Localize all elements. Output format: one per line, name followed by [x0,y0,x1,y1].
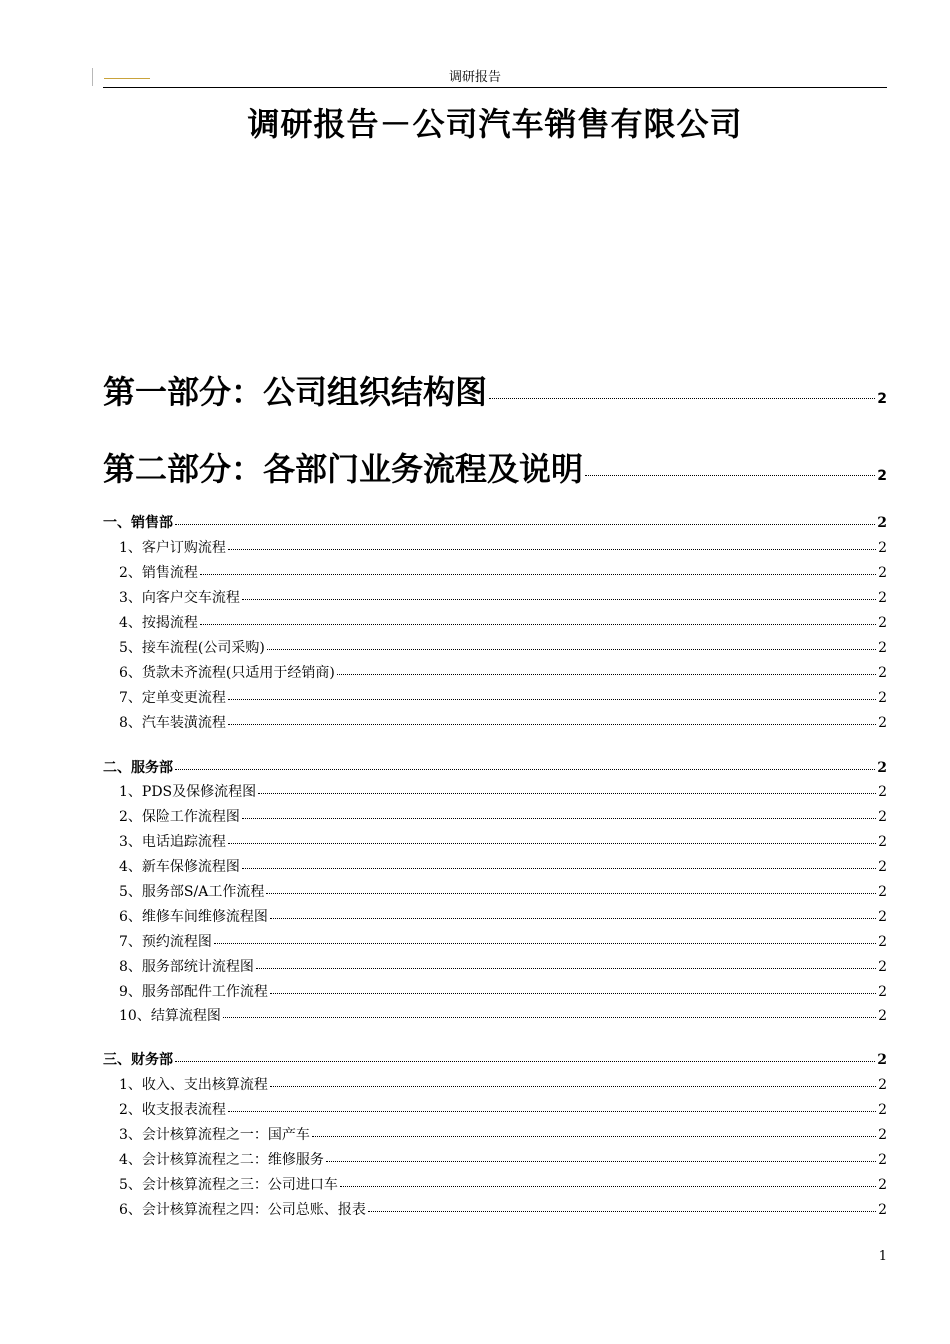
toc-entry-page: 2 [878,615,887,631]
toc-entry-page: 2 [878,715,887,731]
toc-entry[interactable] [119,908,887,926]
toc-entry-label: 4、会计核算流程之二：维修服务 [119,1152,324,1168]
toc-leader-dots [270,1086,876,1087]
toc-entry-page: 2 [878,1202,887,1218]
toc-entry[interactable] [119,1076,887,1094]
toc-leader-dots [258,793,876,794]
toc-entry[interactable] [119,1101,887,1119]
toc-entry-page: 2 [877,468,887,484]
toc-entry-label: 5、接车流程(公司采购) [119,640,265,656]
toc-entry-page: 2 [878,640,887,656]
toc-entry-page: 2 [878,784,887,800]
toc-entry[interactable] [119,958,887,976]
toc-leader-dots [228,549,876,550]
toc-leader-dots [223,1017,876,1018]
toc-leader-dots [200,574,876,575]
toc-leader-dots [337,674,876,675]
toc-entry-page: 2 [878,959,887,975]
toc-entry-page: 2 [878,690,887,706]
toc-entry-label: 2、保险工作流程图 [119,809,240,825]
toc-leader-dots [242,868,876,869]
toc-entry-page: 2 [878,1008,887,1024]
page-number: 1 [878,1249,887,1264]
toc-leader-dots [228,699,876,700]
toc-entry-page: 2 [878,834,887,850]
toc-leader-dots [266,893,876,894]
toc-entry-page: 2 [878,540,887,556]
toc-entry-label: 第二部分：各部门业务流程及说明 [103,450,584,488]
toc-leader-dots [368,1211,876,1212]
toc-leader-dots [489,398,875,399]
toc-entry-label: 4、按揭流程 [119,615,198,631]
toc-entry-label: 1、PDS及保修流程图 [119,784,257,800]
toc-entry-page: 2 [878,1127,887,1143]
toc-entry-label: 10、结算流程图 [119,1008,221,1024]
toc-entry[interactable] [119,1151,887,1169]
toc-leader-dots [270,918,876,919]
toc-entry[interactable] [119,539,887,557]
toc-entry-label: 7、定单变更流程 [119,690,226,706]
toc-leader-dots [175,524,875,525]
toc-entry-page: 2 [878,1152,887,1168]
toc-entry[interactable] [119,714,887,732]
toc-entry[interactable] [119,689,887,707]
toc-entry[interactable] [119,883,887,901]
toc-entry[interactable] [119,933,887,951]
toc-entry-part-1[interactable] [103,372,887,419]
toc-entry-label: 3、会计核算流程之一：国产车 [119,1127,310,1143]
toc-entry-label: 3、向客户交车流程 [119,590,240,606]
toc-entry-label: 1、客户订购流程 [119,540,226,556]
toc-leader-dots [256,968,876,969]
toc-entry-label: 三、财务部 [103,1052,173,1068]
toc-leader-dots [270,993,876,994]
toc-entry[interactable] [119,564,887,582]
toc-leader-dots [228,843,876,844]
toc-entry[interactable] [119,614,887,632]
toc-entry-page: 2 [878,984,887,1000]
toc-entry[interactable] [119,858,887,876]
toc-entry-label: 4、新车保修流程图 [119,859,240,875]
toc-entry-label: 9、服务部配件工作流程 [119,984,268,1000]
toc-leader-dots [326,1161,876,1162]
toc-leader-dots [214,943,876,944]
toc-entry-label: 1、收入、支出核算流程 [119,1077,268,1093]
toc-entry[interactable] [119,1176,887,1194]
toc-entry-page: 2 [878,665,887,681]
toc-entry-finance-dept[interactable] [103,1051,887,1069]
toc-entry-label: 2、销售流程 [119,565,198,581]
toc-entry-page: 2 [878,1077,887,1093]
toc-entry-sales-dept[interactable] [103,514,887,532]
toc-entry-label: 5、会计核算流程之三：公司进口车 [119,1177,338,1193]
toc-entry-page: 2 [878,809,887,825]
toc-entry-page: 2 [878,590,887,606]
toc-entry-page: 2 [878,859,887,875]
header-rule [103,87,887,88]
toc-entry-page: 2 [878,909,887,925]
toc-entry-label: 2、收支报表流程 [119,1102,226,1118]
toc-leader-dots [340,1186,876,1187]
toc-leader-dots [228,724,876,725]
toc-entry-label: 二、服务部 [103,760,173,776]
toc-leader-dots [242,599,876,600]
toc-entry[interactable] [119,833,887,851]
toc-leader-dots [200,624,876,625]
toc-entry-label: 一、销售部 [103,515,173,531]
toc-entry-label: 6、会计核算流程之四：公司总账、报表 [119,1202,366,1218]
toc-entry[interactable] [119,983,887,1001]
toc-entry-service-dept[interactable] [103,759,887,777]
toc-entry-page: 2 [878,884,887,900]
toc-entry[interactable] [119,1126,887,1144]
toc-entry[interactable] [119,664,887,682]
toc-entry[interactable] [119,1201,887,1219]
toc-leader-dots [312,1136,876,1137]
document-title: 调研报告－公司汽车销售有限公司 [247,105,743,143]
toc-entry-page: 2 [877,391,887,407]
toc-entry-label: 6、维修车间维修流程图 [119,909,268,925]
toc-entry-page: 2 [878,1177,887,1193]
running-header: 调研报告 [448,70,501,85]
toc-entry[interactable] [119,783,887,801]
toc-leader-dots [175,769,875,770]
toc-entry[interactable] [119,639,887,657]
toc-entry-label: 3、电话追踪流程 [119,834,226,850]
toc-entry-label: 5、服务部S/A工作流程 [119,884,265,900]
toc-leader-dots [175,1061,875,1062]
toc-leader-dots [242,818,876,819]
toc-entry-page: 2 [877,760,887,776]
toc-entry[interactable] [119,1007,887,1025]
toc-entry-label: 8、服务部统计流程图 [119,959,254,975]
toc-entry-part-2[interactable] [103,449,887,496]
toc-leader-dots [585,475,875,476]
toc-entry-page: 2 [878,1102,887,1118]
toc-entry-page: 2 [877,515,887,531]
toc-entry-label: 6、货款未齐流程(只适用于经销商) [119,665,335,681]
toc-leader-dots [267,649,876,650]
toc-entry-label: 8、汽车装潢流程 [119,715,226,731]
toc-entry-page: 2 [878,565,887,581]
toc-entry-label: 7、预约流程图 [119,934,212,950]
toc-entry-page: 2 [878,934,887,950]
toc-leader-dots [228,1111,876,1112]
toc-entry[interactable] [119,589,887,607]
toc-entry-label: 第一部分：公司组织结构图 [103,373,488,411]
toc-entry-page: 2 [877,1052,887,1068]
toc-entry[interactable] [119,808,887,826]
